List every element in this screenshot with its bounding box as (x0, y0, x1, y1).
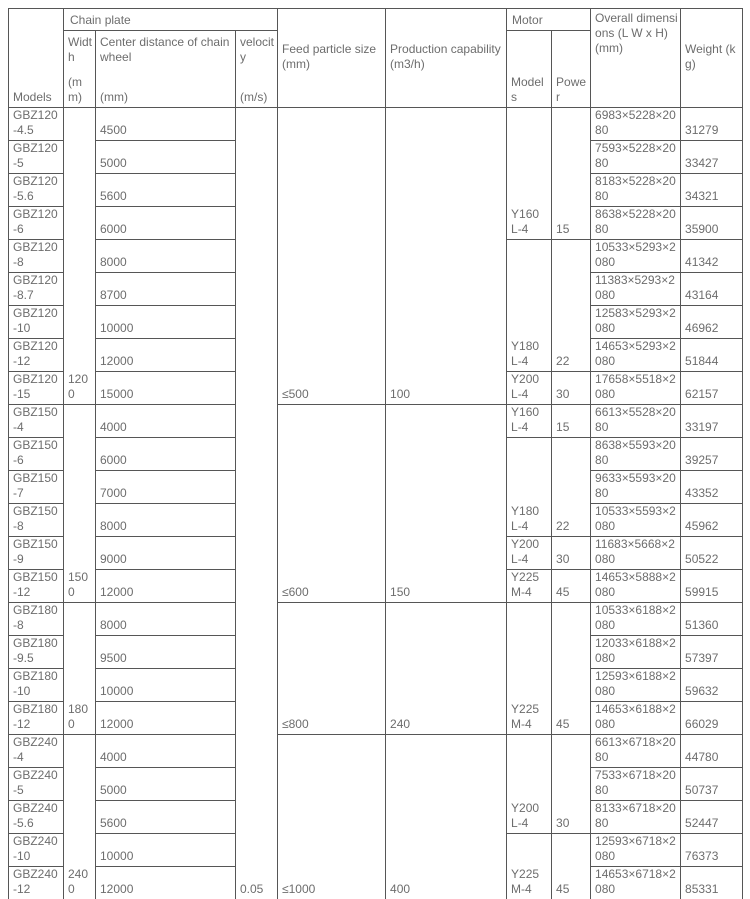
cell-model: GBZ150-12 (9, 570, 64, 603)
cell-overall-dimensions: 9633×5593×2080 (591, 471, 681, 504)
cell-width: 1800 (64, 603, 96, 735)
cell-center-distance: 4500 (96, 108, 236, 141)
cell-weight: 39257 (681, 438, 743, 471)
cell-center-distance: 6000 (96, 207, 236, 240)
cell-overall-dimensions: 17658×5518×2080 (591, 372, 681, 405)
cell-model: GBZ240-12 (9, 867, 64, 899)
cell-model: GBZ240-5 (9, 768, 64, 801)
header-weight: Weight (kg) (681, 9, 743, 108)
cell-center-distance: 12000 (96, 867, 236, 899)
cell-center-distance: 9000 (96, 537, 236, 570)
header-center-distance (96, 31, 236, 108)
cell-motor-power: 45 (552, 834, 591, 899)
cell-overall-dimensions: 7533×6718×2080 (591, 768, 681, 801)
cell-overall-dimensions: 14653×6188×2080 (591, 702, 681, 735)
cell-center-distance: 7000 (96, 471, 236, 504)
cell-width: 2400 (64, 735, 96, 899)
cell-center-distance: 4000 (96, 735, 236, 768)
cell-center-distance: 8000 (96, 504, 236, 537)
table-row (9, 735, 743, 768)
cell-feed-size: ≤600 (278, 405, 386, 603)
header-motor-power: Power (552, 31, 591, 108)
cell-motor-model: Y225 M-4 (507, 834, 552, 899)
cell-model: GBZ240-5.6 (9, 801, 64, 834)
cell-model: GBZ180-10 (9, 669, 64, 702)
cell-center-distance: 15000 (96, 372, 236, 405)
cell-overall-dimensions: 8133×6718×2080 (591, 801, 681, 834)
cell-center-distance: 5000 (96, 768, 236, 801)
header-center-distance-unit: (mm) (100, 90, 128, 104)
header-center-distance-label: Center distance of chain wheel (100, 35, 230, 64)
header-feed-size: Feed particle size (mm) (278, 9, 386, 108)
cell-model: GBZ150-9 (9, 537, 64, 570)
table-body (9, 108, 743, 899)
cell-weight: 33197 (681, 405, 743, 438)
cell-motor-power: 22 (552, 240, 591, 372)
cell-center-distance: 8000 (96, 603, 236, 636)
cell-weight: 51844 (681, 339, 743, 372)
cell-center-distance: 12000 (96, 570, 236, 603)
cell-center-distance: 6000 (96, 438, 236, 471)
table-row (9, 108, 743, 141)
cell-weight: 50737 (681, 768, 743, 801)
cell-model: GBZ120-4.5 (9, 108, 64, 141)
header-models: Models (9, 9, 64, 108)
header-velocity-label: velocity (240, 35, 275, 64)
cell-weight: 62157 (681, 372, 743, 405)
cell-overall-dimensions: 6613×5528×2080 (591, 405, 681, 438)
cell-motor-model: Y225 M-4 (507, 570, 552, 603)
cell-weight: 59915 (681, 570, 743, 603)
cell-width: 1200 (64, 108, 96, 405)
cell-overall-dimensions: 7593×5228×2080 (591, 141, 681, 174)
cell-center-distance: 12000 (96, 702, 236, 735)
header-width (64, 31, 96, 108)
cell-model: GBZ120-15 (9, 372, 64, 405)
cell-center-distance: 5600 (96, 174, 236, 207)
header-motor-models: Models (507, 31, 552, 108)
header-velocity (236, 31, 278, 108)
cell-motor-power: 30 (552, 537, 591, 570)
cell-overall-dimensions: 8638×5228×2080 (591, 207, 681, 240)
cell-overall-dimensions: 12593×6188×2080 (591, 669, 681, 702)
cell-model: GBZ180-12 (9, 702, 64, 735)
cell-weight: 33427 (681, 141, 743, 174)
cell-center-distance: 10000 (96, 669, 236, 702)
cell-motor-model: Y160 L-4 (507, 405, 552, 438)
cell-motor-model: Y225 M-4 (507, 603, 552, 735)
header-overall-dimensions: Overall dimensions (L W x H) (mm) (591, 9, 681, 108)
cell-weight: 76373 (681, 834, 743, 867)
cell-motor-model: Y180 L-4 (507, 240, 552, 372)
cell-width: 1500 (64, 405, 96, 603)
header-row-top (9, 9, 743, 31)
cell-weight: 59632 (681, 669, 743, 702)
cell-production: 240 (386, 603, 507, 735)
cell-motor-power: 22 (552, 438, 591, 537)
cell-weight: 43352 (681, 471, 743, 504)
cell-overall-dimensions: 11683×5668×2080 (591, 537, 681, 570)
cell-model: GBZ120-6 (9, 207, 64, 240)
cell-model: GBZ120-5 (9, 141, 64, 174)
cell-model: GBZ120-8.7 (9, 273, 64, 306)
cell-overall-dimensions: 14653×5888×2080 (591, 570, 681, 603)
spec-table (8, 8, 743, 899)
cell-model: GBZ150-8 (9, 504, 64, 537)
cell-overall-dimensions: 8638×5593×2080 (591, 438, 681, 471)
cell-production: 150 (386, 405, 507, 603)
cell-model: GBZ150-7 (9, 471, 64, 504)
cell-center-distance: 8000 (96, 240, 236, 273)
header-velocity-unit: (m/s) (240, 90, 268, 104)
cell-center-distance: 10000 (96, 834, 236, 867)
cell-model: GBZ120-12 (9, 339, 64, 372)
cell-weight: 45962 (681, 504, 743, 537)
cell-weight: 46962 (681, 306, 743, 339)
cell-overall-dimensions: 6983×5228×2080 (591, 108, 681, 141)
cell-feed-size: ≤1000 (278, 735, 386, 899)
cell-weight: 50522 (681, 537, 743, 570)
cell-production: 400 (386, 735, 507, 899)
cell-center-distance: 5000 (96, 141, 236, 174)
cell-weight: 57397 (681, 636, 743, 669)
table-row (9, 405, 743, 438)
cell-center-distance: 10000 (96, 306, 236, 339)
cell-weight: 34321 (681, 174, 743, 207)
cell-feed-size: ≤500 (278, 108, 386, 405)
cell-center-distance: 4000 (96, 405, 236, 438)
cell-feed-size: ≤800 (278, 603, 386, 735)
table-header (9, 9, 743, 108)
cell-motor-power: 15 (552, 405, 591, 438)
cell-center-distance: 8700 (96, 273, 236, 306)
cell-weight: 52447 (681, 801, 743, 834)
cell-center-distance: 9500 (96, 636, 236, 669)
cell-weight: 85331 (681, 867, 743, 899)
cell-motor-power: 45 (552, 603, 591, 735)
cell-weight: 41342 (681, 240, 743, 273)
cell-motor-power: 30 (552, 735, 591, 834)
cell-model: GBZ150-6 (9, 438, 64, 471)
header-chain-plate: Chain plate (64, 9, 278, 31)
cell-motor-power: 30 (552, 372, 591, 405)
cell-production: 100 (386, 108, 507, 405)
cell-overall-dimensions: 14653×6718×2080 (591, 867, 681, 899)
cell-weight: 35900 (681, 207, 743, 240)
cell-weight: 43164 (681, 273, 743, 306)
cell-overall-dimensions: 12583×5293×2080 (591, 306, 681, 339)
cell-model: GBZ180-9.5 (9, 636, 64, 669)
cell-weight: 31279 (681, 108, 743, 141)
cell-model: GBZ240-10 (9, 834, 64, 867)
cell-overall-dimensions: 12593×6718×2080 (591, 834, 681, 867)
cell-model: GBZ150-4 (9, 405, 64, 438)
cell-weight: 66029 (681, 702, 743, 735)
cell-velocity: 0.05 (236, 108, 278, 899)
cell-model: GBZ240-4 (9, 735, 64, 768)
cell-model: GBZ120-10 (9, 306, 64, 339)
cell-motor-power: 15 (552, 108, 591, 240)
cell-model: GBZ120-5.6 (9, 174, 64, 207)
cell-overall-dimensions: 6613×6718×2080 (591, 735, 681, 768)
cell-center-distance: 5600 (96, 801, 236, 834)
cell-motor-power: 45 (552, 570, 591, 603)
cell-overall-dimensions: 10533×6188×2080 (591, 603, 681, 636)
cell-center-distance: 12000 (96, 339, 236, 372)
cell-weight: 44780 (681, 735, 743, 768)
header-width-label: Width (68, 35, 92, 64)
cell-motor-model: Y180 L-4 (507, 438, 552, 537)
cell-motor-model: Y200 L-4 (507, 735, 552, 834)
header-motor: Motor (507, 9, 591, 31)
cell-overall-dimensions: 12033×6188×2080 (591, 636, 681, 669)
header-production: Production capability (m3/h) (386, 9, 507, 108)
table-row (9, 603, 743, 636)
cell-model: GBZ120-8 (9, 240, 64, 273)
cell-overall-dimensions: 8183×5228×2080 (591, 174, 681, 207)
cell-overall-dimensions: 14653×5293×2080 (591, 339, 681, 372)
cell-motor-model: Y200 L-4 (507, 372, 552, 405)
cell-weight: 51360 (681, 603, 743, 636)
cell-overall-dimensions: 10533×5293×2080 (591, 240, 681, 273)
cell-overall-dimensions: 10533×5593×2080 (591, 504, 681, 537)
cell-model: GBZ180-8 (9, 603, 64, 636)
cell-overall-dimensions: 11383×5293×2080 (591, 273, 681, 306)
cell-motor-model: Y160 L-4 (507, 108, 552, 240)
cell-motor-model: Y200 L-4 (507, 537, 552, 570)
header-width-unit: (mm) (68, 75, 82, 104)
